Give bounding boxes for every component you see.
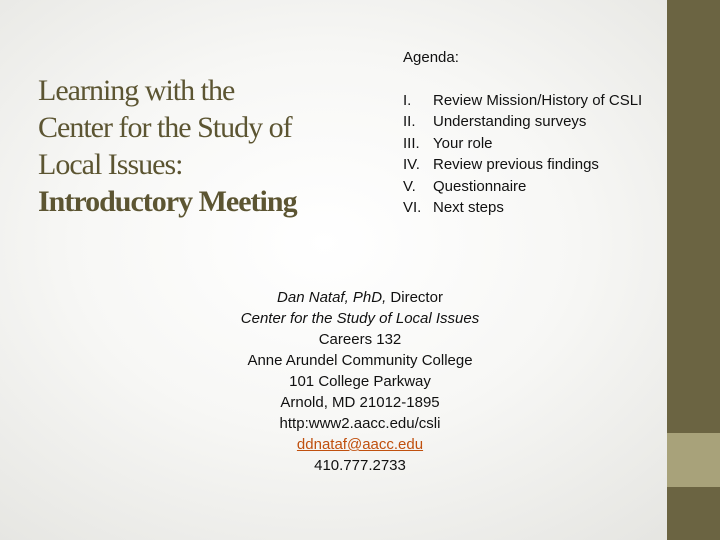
agenda-item <box>403 90 642 112</box>
agenda-item-text: Review Mission/History of CSLI <box>433 91 643 109</box>
contact-street: 101 College Parkway <box>289 373 431 390</box>
contact-office: Careers 132 <box>318 331 402 348</box>
slide-title <box>38 72 358 220</box>
agenda-item-number: I. <box>403 91 412 109</box>
contact-block <box>180 287 540 476</box>
agenda-item <box>403 154 642 176</box>
contact-phone: 410.777.2733 <box>314 457 406 474</box>
agenda-item-text: Questionnaire <box>433 177 527 195</box>
contact-role: Director <box>386 289 443 306</box>
contact-email-link[interactable]: ddnataf@aacc.edu <box>296 436 424 453</box>
agenda-item-number: IV. <box>403 156 420 173</box>
agenda-item-number: III. <box>403 134 420 152</box>
contact-name-line <box>180 287 540 308</box>
contact-city: Arnold, MD 21012-1895 <box>280 394 440 411</box>
agenda-item-text: Understanding surveys <box>433 113 587 130</box>
agenda-item-number: V. <box>403 177 416 195</box>
contact-website: http:www2.aacc.edu/csli <box>279 415 441 432</box>
contact-college: Anne Arundel Community College <box>247 352 473 369</box>
agenda-item <box>403 197 642 219</box>
agenda-item <box>403 111 642 133</box>
title-line-1: Learning with the <box>38 74 235 107</box>
agenda-item-number: II. <box>403 113 416 130</box>
contact-organization: Center for the Study of Local Issues <box>240 310 480 327</box>
title-line-3: Local Issues: <box>38 148 183 181</box>
sidebar-decoration-bottom <box>667 487 720 540</box>
agenda-item <box>403 133 642 155</box>
agenda-heading: Agenda: <box>403 49 459 66</box>
sidebar-decoration-top <box>667 0 720 433</box>
contact-name: Dan Nataf, PhD, <box>277 289 387 306</box>
title-line-4: Introductory Meeting <box>38 185 297 218</box>
agenda-item-number: VI. <box>403 199 422 216</box>
sidebar-decoration-middle <box>667 433 720 487</box>
agenda <box>403 47 642 219</box>
title-line-2: Center for the Study of <box>38 111 292 144</box>
agenda-item-text: Next steps <box>433 199 504 216</box>
agenda-item-text: Your role <box>433 134 493 152</box>
agenda-item-text: Review previous findings <box>433 156 599 173</box>
agenda-item <box>403 176 642 198</box>
